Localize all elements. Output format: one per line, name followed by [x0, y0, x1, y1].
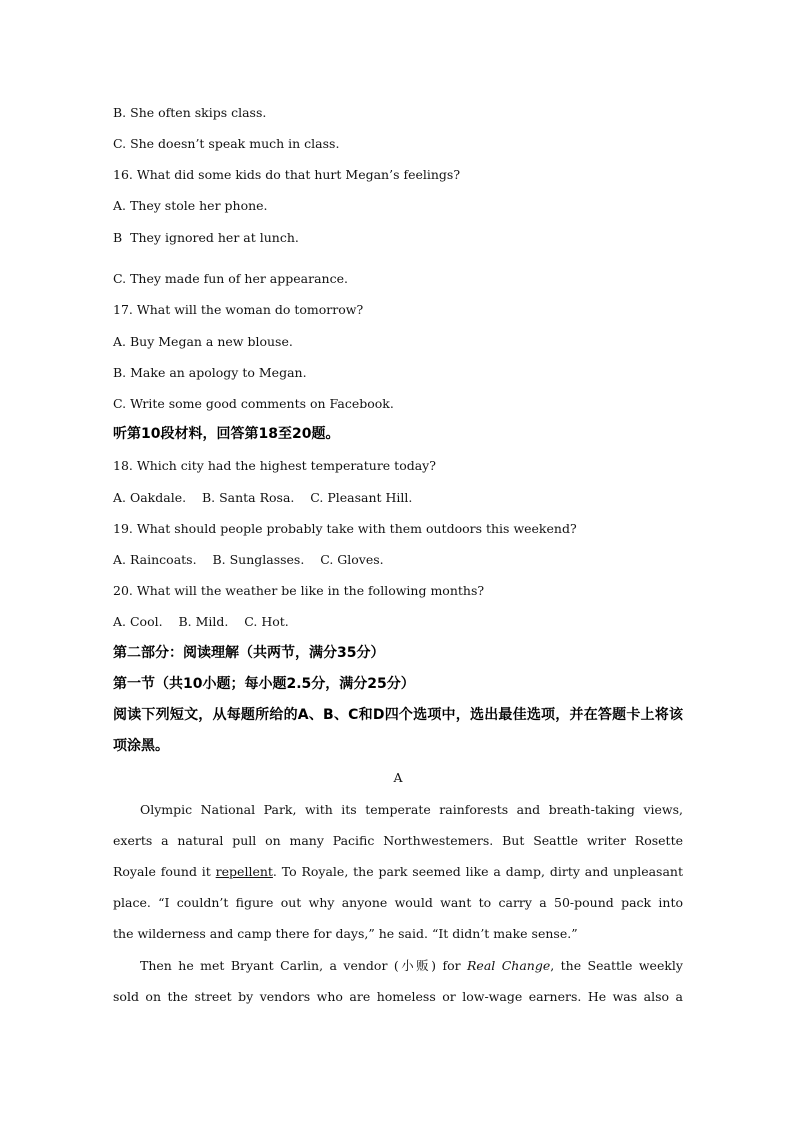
question-20-options: A. Cool. B. Mild. C. Hot. [113, 614, 289, 629]
underlined-word-repellent: repellent [215, 864, 273, 879]
question-17: 17. What will the woman do tomorrow? [113, 302, 364, 317]
part-two-heading: 第二部分：阅读理解（共两节，满分35分） [113, 645, 385, 661]
instructions-line-2: 项涂黑。 [113, 738, 169, 754]
section-heading-material-10: 听第10段材料，回答第18至20题。 [113, 426, 340, 442]
option-c-comments: C. Write some good comments on Facebook. [113, 396, 394, 411]
passage-line-3-start: Royale found it [113, 864, 216, 879]
passage-line-4: place. “I couldn’t figure out why anyone would want to carry a 50-pound pack into [113, 895, 683, 910]
option-b-ignored-lunch: B They ignored her at lunch. [113, 230, 299, 245]
option-b-skips-class: B. She often skips class. [113, 105, 267, 120]
passage-label: A [393, 770, 403, 785]
option-c-doesnt-speak: C. She doesn’t speak much in class. [113, 136, 340, 151]
passage-line-3 [113, 864, 683, 880]
passage-line-5: the wilderness and camp there for days,” he said. “It didn’t make sense.” [113, 926, 578, 941]
passage-line-3-end: . To Royale, the park seemed like a damp, dirty and unpleasant [272, 864, 683, 879]
option-a-buy-blouse: A. Buy Megan a new blouse. [113, 334, 293, 349]
passage-line-6-start: Then he met Bryant Carlin, a vendor (小贩) for [140, 958, 468, 973]
option-b-apology: B. Make an apology to Megan. [113, 365, 307, 380]
question-18-options: A. Oakdale. B. Santa Rosa. C. Pleasant Hill. [113, 490, 413, 505]
passage-line-6-end: , the Seattle weekly [550, 958, 683, 973]
option-c-made-fun: C. They made fun of her appearance. [113, 271, 348, 286]
instructions-line-1: 阅读下列短文，从每题所给的A、B、C和D四个选项中，选出最佳选项，并在答题卡上将该 [113, 707, 683, 723]
option-a-stole-phone: A. They stole her phone. [113, 198, 268, 213]
question-18: 18. Which city had the highest temperature today? [113, 458, 436, 473]
passage-line-2: exerts a natural pull on many Pacific Northwestemers. But Seattle writer Rosette [113, 833, 683, 848]
passage-line-6 [140, 958, 683, 974]
question-20: 20. What will the weather be like in the following months? [113, 583, 485, 598]
question-19-options: A. Raincoats. B. Sunglasses. C. Gloves. [113, 552, 384, 567]
section-one-heading: 第一节（共10小题；每小题2.5分，满分25分） [113, 676, 415, 692]
passage-line-1: Olympic National Park, with its temperate rainforests and breath-taking views, [140, 802, 683, 817]
question-16: 16. What did some kids do that hurt Megan’s feelings? [113, 167, 461, 182]
question-19: 19. What should people probably take with them outdoors this weekend? [113, 521, 577, 536]
italic-real-change: Real Change [467, 958, 551, 973]
passage-line-7: sold on the street by vendors who are homeless or low-wage earners. He was also a [113, 989, 683, 1004]
